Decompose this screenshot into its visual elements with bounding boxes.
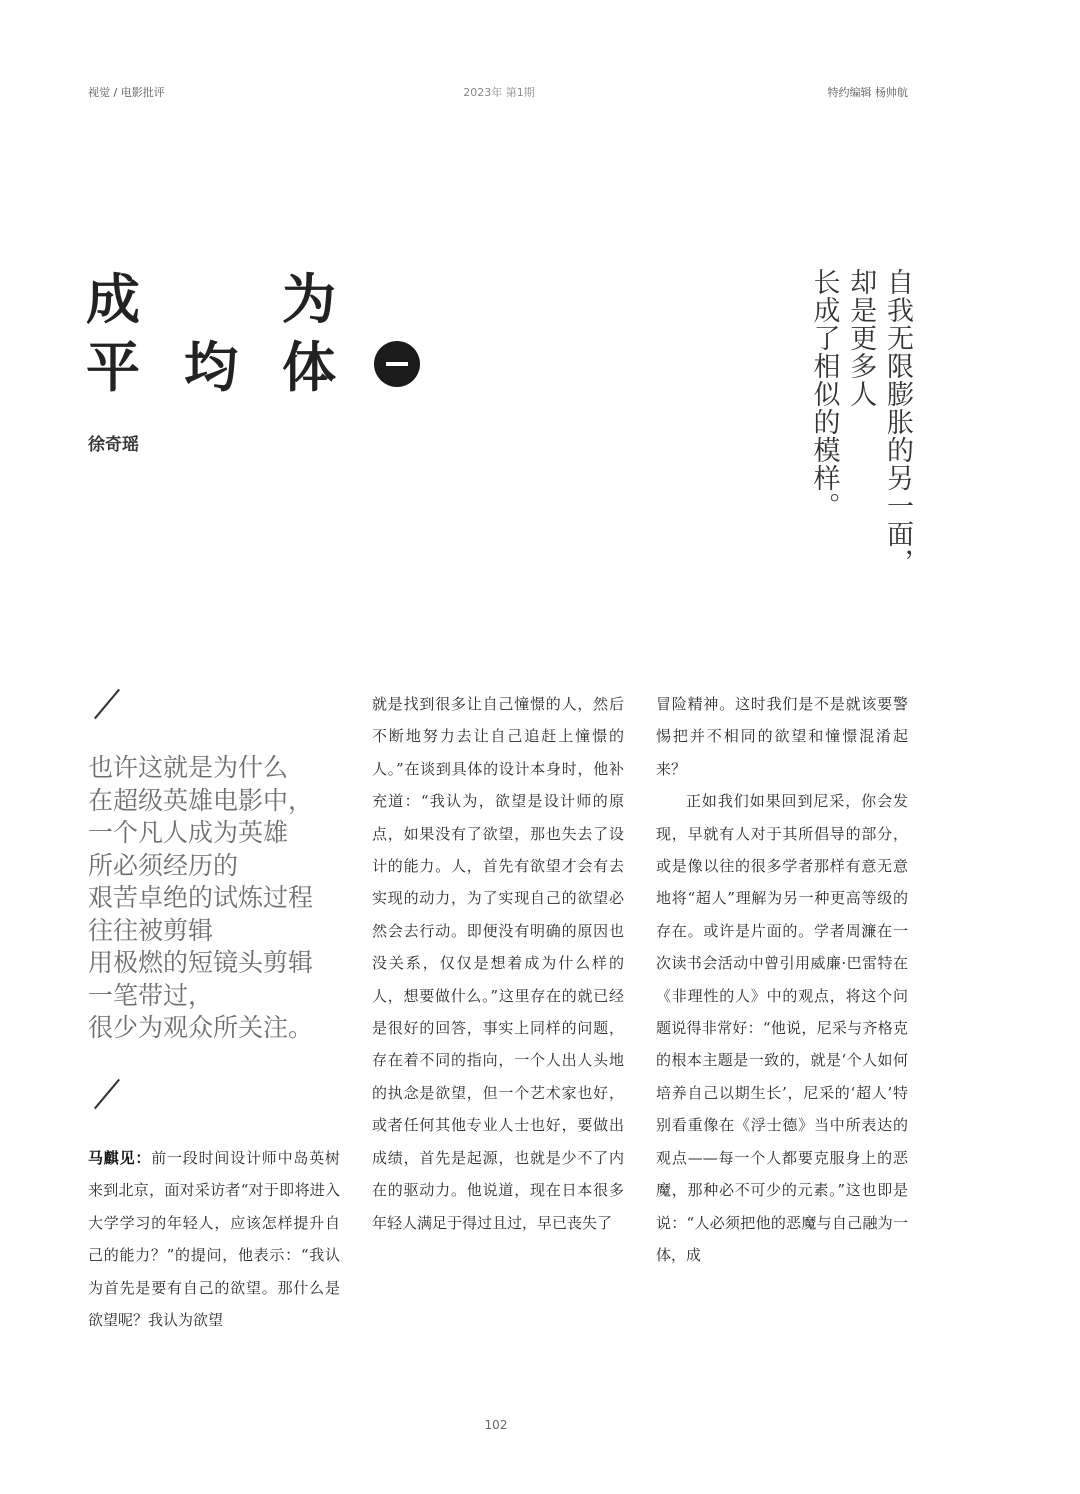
body-paragraph: 冒险精神。这时我们是不是就该要警惕把并不相同的欲望和憧憬混淆起来？ <box>656 695 908 778</box>
running-header <box>88 84 908 104</box>
pull-quote-line: 一笔带过， <box>88 980 214 1010</box>
header-section-label: 视觉 / 电影批评 <box>88 86 165 99</box>
title-glyph: 均 <box>184 335 238 399</box>
title-line-1 <box>86 265 446 333</box>
slash-divider-icon <box>92 688 122 718</box>
side-pull-quote <box>88 752 338 1045</box>
quote-column: 长成了相似的模样。 <box>808 268 840 520</box>
author-name: 徐奇瑶 <box>88 435 139 455</box>
title-glyph: 体 <box>282 335 336 399</box>
vertical-pull-quote <box>796 268 912 588</box>
body-paragraph <box>88 1142 340 1336</box>
pull-quote-line: 很少为观众所关注。 <box>88 1013 314 1042</box>
body-column-3 <box>656 688 908 1368</box>
header-issue-label: 2023年 第1期 <box>463 86 535 99</box>
pull-quote-line: 也许这就是为什么 <box>88 753 289 782</box>
pull-quote-line: 所必须经历的 <box>88 850 239 880</box>
quote-column: 自我无限膨胀的另一面， <box>882 268 913 576</box>
minus-circle-icon <box>374 341 420 387</box>
title-glyph: 成 <box>86 267 140 331</box>
body-text: 前一段时间设计师中岛英树来到北京，面对采访者“对于即将进入大学学习的年轻人，应该怎样提升自己的能力？”的提问，他表示：“我认为首先是要有自己的欲望。那什么是欲望呢？我认为欲望 <box>88 1149 340 1330</box>
pull-quote-line: 在超级英雄电影中， <box>88 785 314 815</box>
pull-quote-line: 一个凡人成为英雄 <box>88 818 289 847</box>
article-title <box>86 265 446 401</box>
body-paragraph: 正如我们如果回到尼采，你会发现，早就有人对于其所倡导的部分，或是像以往的很多学者那样有意无意地将“超人”理解为另一种更高等级的存在。或许是片面的。学者周濂在一次读书会活动中曾引用威廉·巴雷特在《非理性的人》中的观点，将这个问题说得非常好：“他说，尼采与齐格克的根本主题是一致的，就是‘个人如何培养自己以期生长’，尼采的‘超人’特别看重像在《浮士德》当中所表达的观点——每一个人都要克服身上的恶魔，那种必不可少的元素。”这也即是说：“人必须把他的恶魔与自己融为一体，成 <box>656 792 908 1264</box>
body-column-1 <box>88 1142 340 1368</box>
pull-quote-line: 艰苦卓绝的试炼过程 <box>88 883 314 912</box>
title-glyph: 平 <box>86 335 140 399</box>
body-paragraph: 就是找到很多让自己憧憬的人，然后不断地努力去让自己追赶上憧憬的人。”在谈到具体的设计本身时，他补充道：“我认为，欲望是设计师的原点，如果没有了欲望，那也失去了设计的能力。人，首先有欲望才会有去实现的动力，为了实现自己的欲望必然会去行动。即便没有明确的原因也没关系，仅仅是想着成为什么样的人，想要做什么。”这里存在的就已经是很好的回答，事实上同样的问题，存在着不同的指向，一个人出人头地的执念是欲望，但一个艺术家也好，或者任何其他专业人士也好，要做出成绩，首先是起源，也就是少不了内在的驱动力。他说道，现在日本很多年轻人满足于得过且过，早已丧失了 <box>372 695 624 1232</box>
slash-divider-icon <box>92 1078 122 1108</box>
header-editor-label: 特约编辑 杨帅航 <box>827 86 908 99</box>
page-number: 102 <box>484 1418 508 1432</box>
quote-column: 却是更多人 <box>845 268 877 408</box>
speaker-label: 马麒见： <box>88 1149 152 1167</box>
pull-quote-line: 往往被剪辑 <box>88 915 214 945</box>
title-glyph: 为 <box>282 267 336 331</box>
pull-quote-line: 用极燃的短镜头剪辑 <box>88 948 314 977</box>
body-column-2 <box>372 688 624 1368</box>
